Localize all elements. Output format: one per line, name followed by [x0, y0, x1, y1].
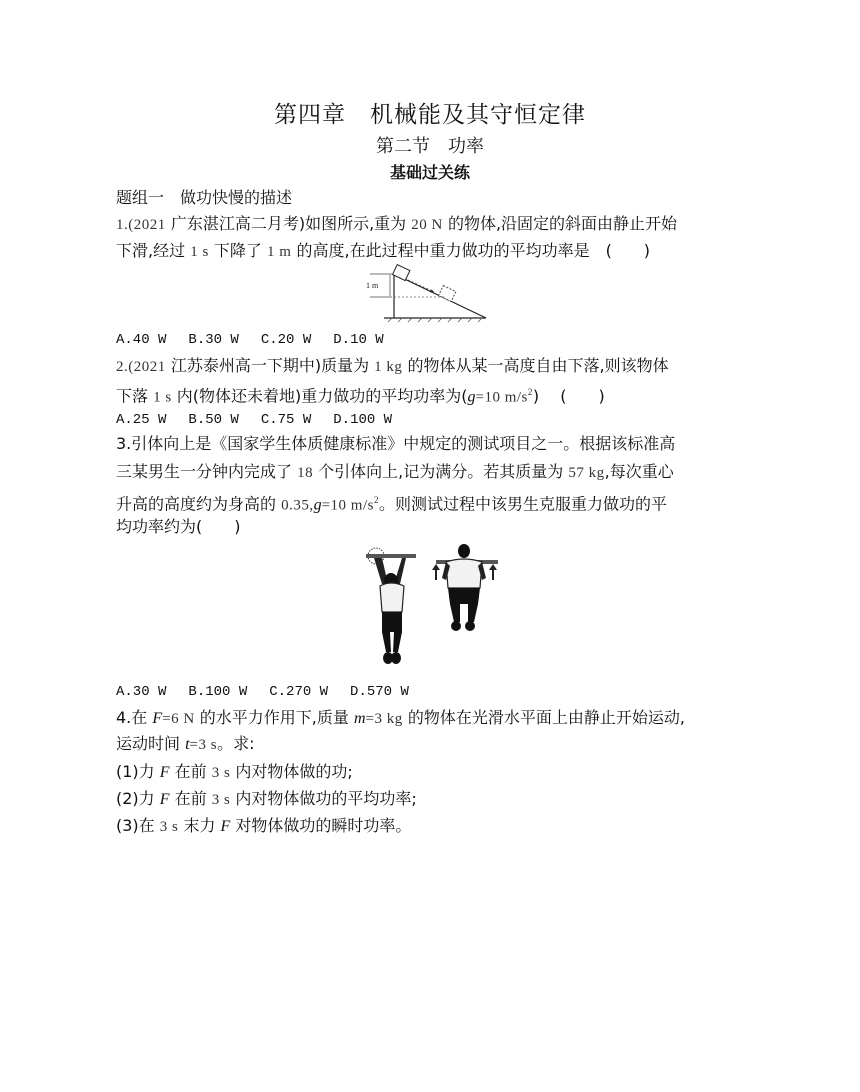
q4-line1: 4.在 F=6 N 的水平力作用下,质量 m=3 kg 的物体在光滑水平面上由静止开始运动,	[116, 708, 685, 727]
q1-option-b[interactable]: B.30 W	[188, 332, 239, 348]
q2-option-a[interactable]: A.25 W	[116, 412, 167, 428]
q1-options	[116, 330, 406, 350]
q3-line1: 3.引体向上是《国家学生体质健康标准》中规定的测试项目之一。根据该标准高	[116, 434, 676, 453]
q1-option-c[interactable]: C.20 W	[260, 332, 312, 348]
pullup-figure	[360, 540, 502, 670]
q1-option-d[interactable]: D.10 W	[333, 332, 384, 348]
q3-option-c[interactable]: C.270 W	[269, 684, 329, 700]
q2-line1: 2.(2021 江苏泰州高一下期中)质量为 1 kg 的物体从某一高度自由下落,则该物体	[116, 356, 669, 375]
height-label: 1 m	[366, 281, 379, 290]
q2-line2: 下落 1 s 内(物体还未着地)重力做功的平均功率为(g=10 $m/s^2$) ( )	[116, 386, 605, 406]
group-title: 题组一 做功快慢的描述	[116, 188, 293, 207]
q2-options	[116, 410, 414, 430]
section-title: 第二节 功率	[376, 136, 484, 157]
exercise-subtitle: 基础过关练	[389, 163, 470, 182]
q2-option-d[interactable]: D.100 W	[333, 412, 393, 428]
q2-option-c[interactable]: C.75 W	[260, 412, 312, 428]
q3-option-b[interactable]: B.100 W	[188, 684, 248, 700]
q4-line2: 运动时间 t=3 s。求:	[116, 734, 255, 753]
q1-option-a[interactable]: A.40 W	[116, 332, 167, 348]
q2-option-b[interactable]: B.50 W	[188, 412, 239, 428]
q3-line2: 三某男生一分钟内完成了 18 个引体向上,记为满分。若其质量为 57 kg,每次重心	[116, 462, 674, 481]
q1-line2: 下滑,经过 1 s 下降了 1 m 的高度,在此过程中重力做功的平均功率是 ( )	[116, 241, 651, 260]
q4-sub2: (2)力 F 在前 3 s 内对物体做功的平均功率;	[116, 789, 417, 808]
q4-sub1: (1)力 F 在前 3 s 内对物体做的功;	[116, 762, 353, 781]
chapter-title: 第四章 机械能及其守恒定律	[274, 102, 586, 128]
q4-sub3: (3)在 3 s 末力 F 对物体做功的瞬时功率。	[116, 816, 412, 835]
q3-line3: 升高的高度约为身高的 0.35,g=10 $m/s^2$。则测试过程中该男生克服重力做功的平	[116, 494, 667, 514]
q3-option-a[interactable]: A.30 W	[116, 684, 167, 700]
q3-line4: 均功率约为( )	[116, 517, 241, 536]
q3-option-d[interactable]: D.570 W	[350, 684, 409, 700]
incline-figure	[364, 264, 490, 324]
q1-line1: 1.(2021 广东湛江高二月考)如图所示,重为 20 N 的物体,沿固定的斜面由静止开始	[116, 214, 678, 233]
q3-options	[116, 682, 431, 702]
